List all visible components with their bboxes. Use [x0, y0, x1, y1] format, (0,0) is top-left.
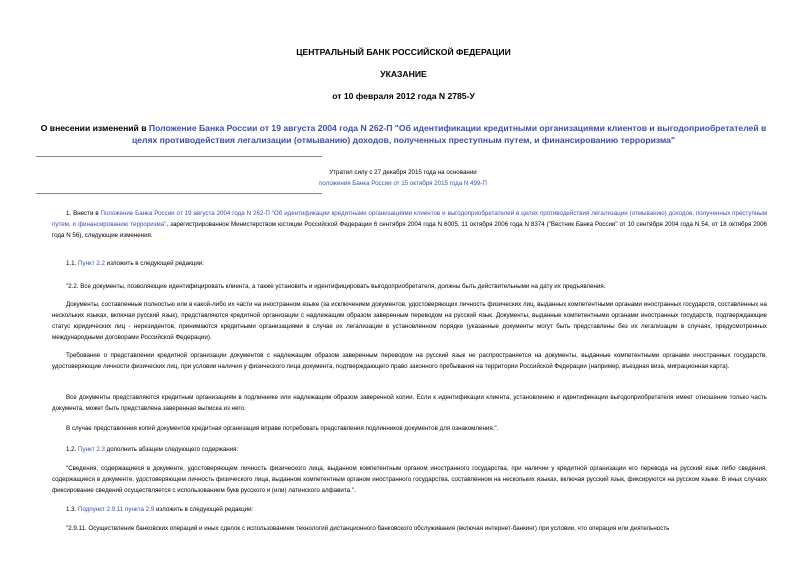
paragraph-originals: Все документы представляются кредитным организациям в подлиннике или надлежащим образом заверенной копии. Если к идентификации клиента, установлению и идентификации выгодоприобретателя имеет отношение только часть документа, может быть представлена заверенная выписка из него.	[52, 394, 767, 412]
subclause-2-9-11-link[interactable]: Подпункт 2.9.11 пункта 2.9	[78, 506, 155, 513]
paragraph-2-2: "2.2. Все документы, позволяющие идентифицировать клиента, а также установить и идентифицировать выгодоприобретателя, должны быть действительными на дату их предъявления.	[66, 283, 606, 290]
separator-line	[36, 193, 322, 194]
separator-line	[36, 156, 322, 157]
paragraph-text: изложить в следующей редакции:	[104, 260, 204, 267]
paragraph-text: 1.3.	[66, 506, 79, 513]
paragraph-translation-requirement: Требование о представлении кредитной организации документов с надлежащим образом заверенным переводом на русский язык не распространяется на документы, выданные компетентными органами иностранных государств, удостоверяющие личности физических лиц, при условии наличия у физического лица документа, подтверждающего право законного пребывания на территории Российской Федерации (например, въездная виза, миграционная карта).	[52, 352, 767, 370]
paragraph-1-1	[66, 258, 767, 269]
paragraph-text: изложить в следующей редакции:	[154, 506, 254, 513]
paragraph-information: "Сведения, содержащиеся в документе, удостоверяющем личность физического лица, выданном компетентным органом иностранного государства, при наличии у кредитной организации его перевода на русский язык либо сведения, содержащиеся в документе, удостоверяющем личность физического лица, выданном компетентным органом иностранного государства, составленном на нескольких языках, включая русский язык, фиксируются на русском языке. В иных случаях фиксирование сведений осуществляется с использованием букв русского и (или) латинского алфавита.".	[52, 465, 767, 494]
paragraph-text: 1.2.	[66, 446, 79, 453]
lost-force-link[interactable]: положения Банка России от 15 октября 2015 года N 499-П	[319, 180, 487, 187]
clause-2-3-link[interactable]: Пункт 2.3	[78, 446, 105, 453]
bank-name: ЦЕНТРАЛЬНЫЙ БАНК РОССИЙСКОЙ ФЕДЕРАЦИИ	[296, 47, 511, 57]
paragraph-text: 1.1.	[66, 260, 79, 267]
paragraph-2-9-11: "2.9.11. Осуществление банковских операций и иных сделок с использованием технологий дистанционного банковского обслуживания (включая интернет-банкинг) при условии, что операция или деятельность	[66, 525, 670, 532]
paragraph-1-2	[66, 444, 767, 455]
paragraph-text: дополнить абзацем следующего содержания:	[104, 446, 239, 453]
paragraph-1	[52, 208, 767, 241]
paragraph-text: , зарегистрированное Министерством юстиции Российской Федерации 6 сентября 2004 года N 6005, 11 октября 2006 года N 8374 ("Вестник Банка России" от 10 сентября 2004 года N 54, от 18 октября 2006 года N 56), следующие изменения.	[52, 221, 767, 239]
document-date-number: от 10 февраля 2012 года N 2785-У	[332, 91, 475, 101]
clause-2-2-link[interactable]: Пункт 2.2	[78, 260, 105, 267]
lost-force-text: Утратил силу с 27 декабря 2015 года на основании	[329, 169, 477, 176]
paragraph-text: 1. Внести в	[66, 210, 101, 217]
paragraph-1-3	[66, 504, 767, 515]
paragraph-documents: Документы, составленные полностью или в какой-либо их части на иностранном языке (за исключением документов, удостоверяющих личность физических лиц, выданных компетентными органами иностранных государств, составленных на нескольких языках, включая русский язык), представляются кредитной организации с надлежащим образом заверенным переводом на русский язык. Документы, выданные компетентными органами иностранных государств, подтверждающие статус юридических лиц - нерезидентов, принимаются кредитными организациями в случае их легализации в установленном порядке (указанные документы могут быть представлены без их легализации в случаях, предусмотренных международными договорами Российской Федерации).	[52, 301, 767, 341]
title-prefix: О внесении изменений в	[40, 123, 149, 133]
document-title	[40, 122, 767, 146]
document-type: УКАЗАНИЕ	[380, 69, 427, 79]
paragraph-copies: В случае представления копий документов кредитная организация вправе потребовать представления подлинников документов для ознакомления.".	[66, 425, 499, 432]
regulation-link[interactable]: Положение Банка России от 19 августа 2004 года N 262-П "Об идентификации кредитными организациями клиентов и выгодоприобретателей в целях противодействия легализации (отмыванию) доходов, полученных преступным путем, и финансированию терроризма"	[52, 210, 767, 228]
lost-force-note	[290, 167, 516, 189]
title-regulation-link[interactable]: Положение Банка России от 19 августа 2004 года N 262-П "Об идентификации кредитными организациями клиентов и выгодоприобретателей в целях противодействия легализации (отмыванию) доходов, полученных преступным путем, и финансированию терроризма"	[131, 123, 767, 145]
